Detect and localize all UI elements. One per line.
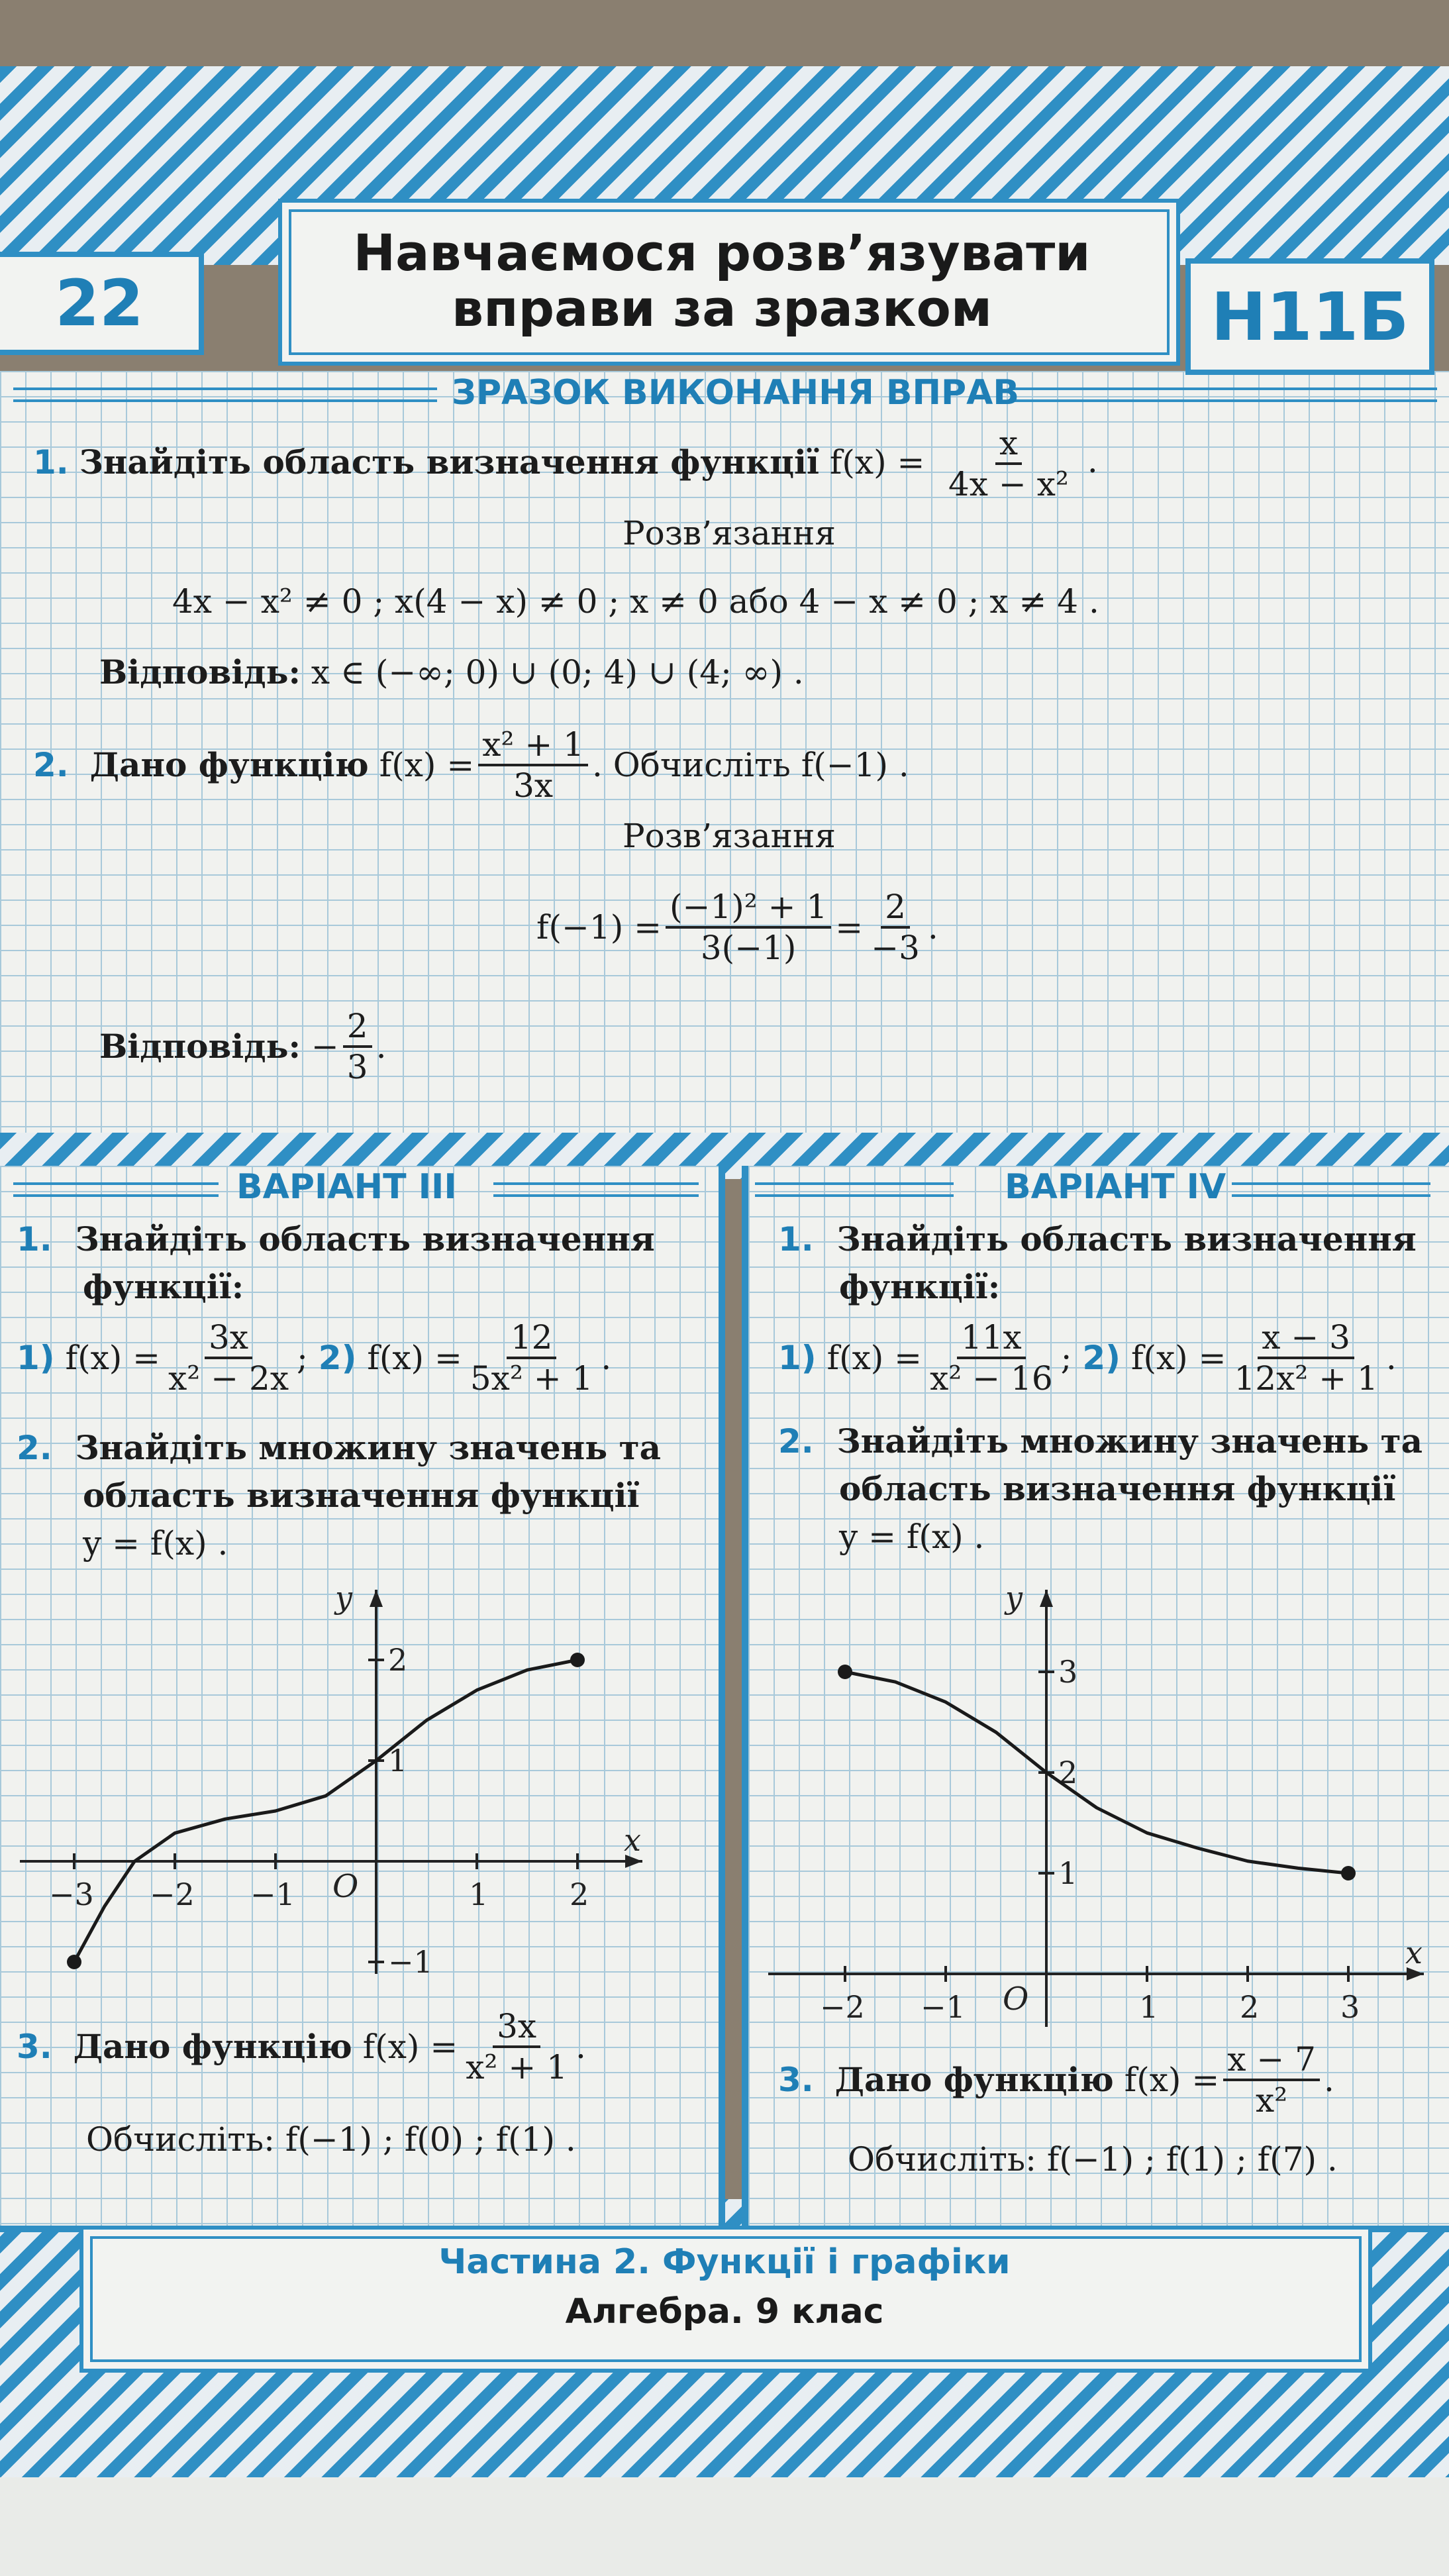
task-line-2: область визначення функції [839, 1469, 1396, 1508]
answer-label: Відповідь: [99, 652, 301, 692]
solution-line-1: 4x − x² ≠ 0 ; x(4 − x) ≠ 0 ; x ≠ 0 або 4 − x ≠ 0 ; x ≠ 4 . [172, 582, 1099, 621]
period: . [1323, 2061, 1334, 2099]
heading-rule-left [13, 387, 437, 402]
y-tick-label: 2 [1058, 1755, 1078, 1790]
sample-task-2 [33, 725, 909, 805]
x-tick-label: 2 [570, 1877, 589, 1912]
denominator: 5x² + 1 [470, 1359, 593, 1398]
denominator: x² − 2x [168, 1359, 289, 1398]
y-tick-label: 1 [1058, 1855, 1078, 1891]
function-label: f(x) = [826, 1339, 923, 1377]
endpoint-dot [838, 1665, 852, 1679]
heading-rule-right [493, 1182, 699, 1197]
numerator: 2 [343, 1007, 372, 1048]
numerator: (−1)² + 1 [666, 888, 831, 929]
x-tick-label: −1 [921, 1989, 966, 2025]
answer-sign: − [311, 1027, 339, 1066]
heading-rule-right [1232, 1182, 1430, 1197]
next-page-edge [0, 2477, 1449, 2576]
x-tick-label: 2 [1240, 1989, 1260, 2025]
denominator: x² [1255, 2081, 1288, 2120]
x-axis-label: x [1405, 1935, 1423, 1971]
variant-3-graph [13, 1576, 702, 1987]
heading-rule-left [755, 1182, 954, 1197]
task-line-3: y = f(x) . [83, 1524, 228, 1563]
part-1-label: 1) [17, 1339, 55, 1377]
function-label: f(x) = [829, 443, 925, 482]
numerator: x [995, 424, 1022, 465]
x-tick-label: −2 [150, 1877, 195, 1912]
sample-task-1-fraction: $\frac{x}{\text{4x − x²}}$ . [940, 424, 1098, 503]
task-number: 2. [17, 1429, 52, 1467]
footer-subject: Алгебра. 9 клас [565, 2292, 884, 2332]
solution-line-2 [536, 888, 938, 967]
answer-2 [99, 1007, 387, 1086]
title-line-1: Навчаємося розв’язувати [353, 223, 1091, 282]
period: . [927, 908, 938, 947]
denominator: x² − 16 [930, 1359, 1053, 1398]
numerator: x − 7 [1223, 2040, 1320, 2081]
variant-4-graph [762, 1576, 1437, 2053]
function-label: f(x) = [379, 746, 475, 784]
y-axis-arrow [1040, 1590, 1053, 1607]
y-tick-label: −1 [388, 1944, 433, 1980]
x-tick-label: 3 [1340, 1989, 1360, 2025]
y-tick-label: 2 [388, 1642, 408, 1678]
part-2-label: 2) [1082, 1339, 1121, 1377]
variant-3-heading: ВАРІАНТ III [236, 1167, 457, 1207]
y-axis-label: y [335, 1580, 352, 1616]
separator: ; [1060, 1339, 1072, 1377]
function-label: f(x) = [1124, 2061, 1220, 2099]
origin-label: O [1003, 1981, 1029, 2018]
footer-section-title: Частина 2. Функції і графіки [438, 2242, 1011, 2282]
v3-task-2 [17, 1424, 661, 1567]
numerator: 12 [507, 1318, 557, 1359]
numerator: 3x [205, 1318, 252, 1359]
x-tick-label: −1 [250, 1877, 295, 1912]
x-tick-label: −3 [49, 1877, 94, 1912]
page-number: 22 [0, 252, 204, 355]
task-2-after: . Обчисліть f(−1) . [591, 746, 909, 784]
denominator: x² + 1 [466, 2048, 568, 2087]
heading-rule-left [13, 1182, 219, 1197]
period: . [375, 1027, 387, 1066]
sample-task-1 [33, 442, 924, 482]
origin-label: O [332, 1868, 359, 1905]
sample-heading: ЗРАЗОК ВИКОНАННЯ ВПРАВ [452, 373, 1020, 413]
answer-1 [99, 652, 804, 692]
task-line-1: Знайдіть множину значень та [836, 1421, 1423, 1461]
equals: = [835, 908, 864, 947]
solution-lhs: f(−1) = [536, 908, 662, 947]
denominator: 3 [346, 1048, 368, 1086]
title-line-2: вправи за зразком [452, 279, 992, 338]
endpoint-dot [1341, 1866, 1356, 1880]
task-line-2: функції: [83, 1267, 244, 1306]
part-1-label: 1) [778, 1339, 817, 1377]
function-label: f(x) = [1130, 1339, 1226, 1377]
function-label: f(x) = [362, 2028, 458, 2066]
v3-task-1-functions [17, 1318, 611, 1398]
task-number: 1. [33, 443, 69, 482]
denominator: 4x − x² [948, 465, 1069, 503]
task-number: 2. [778, 1422, 814, 1461]
period: . [1385, 1339, 1397, 1377]
denominator: 12x² + 1 [1234, 1359, 1378, 1398]
v3-task-3-calc: Обчисліть: f(−1) ; f(0) ; f(1) . [86, 2120, 576, 2159]
y-tick-label: 1 [388, 1743, 408, 1778]
part-2-label: 2) [318, 1339, 357, 1377]
task-line-1: Знайдіть множину значень та [75, 1428, 661, 1467]
task-number: 1. [778, 1220, 814, 1259]
task-text: Дано функцію [834, 2060, 1114, 2099]
numerator: 2 [881, 888, 910, 929]
task-line-2: функції: [839, 1267, 1001, 1306]
task-text: Дано функцію [73, 2027, 352, 2066]
task-number: 3. [778, 2061, 814, 2099]
solution-label-2: Розв’язання [623, 817, 836, 855]
task-text: Знайдіть область визначення функції [79, 442, 820, 482]
answer-value: x ∈ (−∞; 0) ∪ (0; 4) ∪ (4; ∞) . [311, 653, 804, 692]
numerator: 3x [493, 2007, 540, 2048]
x-tick-label: 1 [1139, 1989, 1159, 2025]
v4-task-3-calc: Обчисліть: f(−1) ; f(1) ; f(7) . [848, 2140, 1338, 2179]
function-label: f(x) = [367, 1339, 462, 1377]
v3-task-3 [17, 2007, 586, 2087]
denominator: 3(−1) [700, 929, 797, 967]
x-axis-label: x [624, 1822, 641, 1858]
task-line-3: y = f(x) . [839, 1518, 985, 1556]
x-tick-label: −2 [820, 1989, 865, 2025]
task-line-1: Знайдіть область визначення [836, 1219, 1417, 1259]
lesson-code: Н11Б [1185, 258, 1434, 375]
denominator: −3 [871, 929, 920, 967]
answer-label: Відповідь: [99, 1027, 301, 1066]
separator: ; [297, 1339, 308, 1377]
task-line-2: область визначення функції [83, 1476, 640, 1515]
function-curve [74, 1660, 577, 1962]
v4-task-3 [778, 2040, 1334, 2120]
task-text: Дано функцію [89, 745, 369, 784]
task-number: 3. [17, 2028, 52, 2066]
numerator: x − 3 [1258, 1318, 1354, 1359]
task-number: 2. [33, 746, 69, 784]
y-axis-arrow [370, 1590, 383, 1607]
task-line-1: Знайдіть область визначення [75, 1219, 655, 1259]
function-curve [845, 1672, 1348, 1873]
numerator: x² + 1 [478, 725, 588, 766]
y-axis-label: y [1005, 1580, 1023, 1616]
task-number: 1. [17, 1220, 52, 1259]
y-tick-label: 3 [1058, 1654, 1078, 1690]
variant-4-heading: ВАРІАНТ IV [1005, 1167, 1226, 1207]
v3-task-1 [17, 1215, 655, 1311]
page-title [291, 225, 1152, 336]
numerator: 11x [957, 1318, 1026, 1359]
x-tick-label: 1 [469, 1877, 489, 1912]
v4-task-2 [778, 1417, 1423, 1561]
solution-label-1: Розв’язання [623, 514, 836, 552]
function-label: f(x) = [65, 1339, 161, 1377]
endpoint-dot [570, 1653, 585, 1667]
period: . [601, 1339, 612, 1377]
v4-task-1 [778, 1215, 1417, 1311]
period: . [575, 2028, 586, 2066]
denominator: 3x [513, 766, 554, 805]
v4-task-1-functions [778, 1318, 1397, 1398]
heading-rule-right [1013, 387, 1437, 402]
endpoint-dot [67, 1955, 81, 1969]
